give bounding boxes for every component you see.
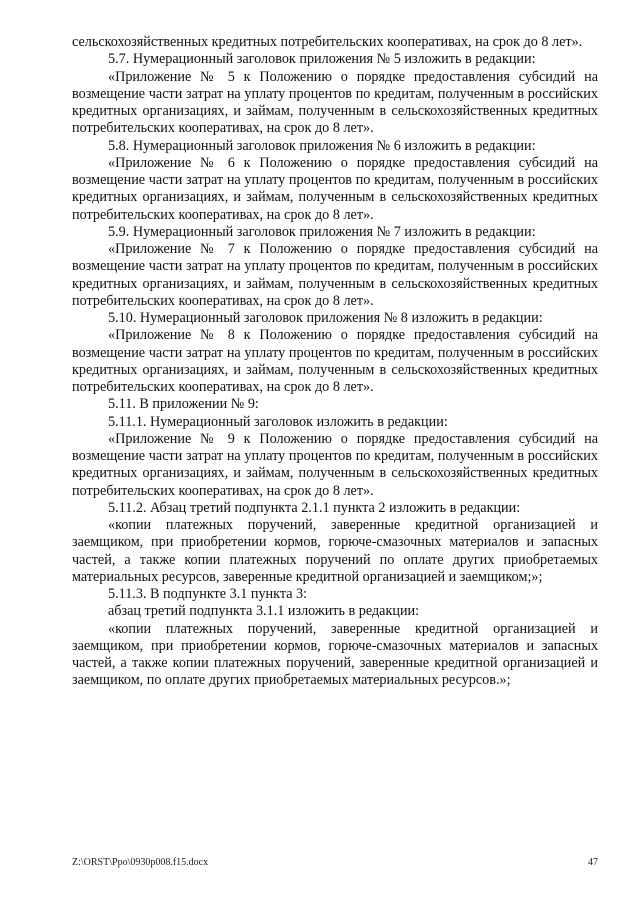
paragraph: 5.11.1. Нумерационный заголовок изложить в редакции:: [108, 413, 448, 430]
footer-file-path: Z:\ORST\Ppo\0930p008.f15.docx: [72, 857, 209, 868]
paragraph: «Приложение № 7 к Положению о порядке предоставления субсидий на возмещение части затрат на уплату процентов по кредитам, полученным в российских кредитных организациях, и займам, полученным в сельскохозяйственных кредитных потребительских кооперативах, на срок до 8 лет».: [72, 241, 598, 309]
document-body: [72, 34, 598, 690]
paragraph: 5.9. Нумерационный заголовок приложения № 7 изложить в редакции:: [108, 223, 536, 240]
paragraph: «копии платежных поручений, заверенные кредитной организацией и заемщиком, при приобретении кормов, горюче-смазочных материалов и запасных частей, а также копии платежных поручений по оплате других приобретаемых материальных ресурсов, заверенные кредитной организацией и заемщиком;»;: [72, 517, 598, 585]
paragraph: «копии платежных поручений, заверенные кредитной организацией и заемщиком, при приобретении кормов, горюче-смазочных материалов и запасных частей, а также копии платежных поручений, заверенные кредитной организацией и заемщиком, по оплате других приобретаемых материальных ресурсов.»;: [72, 620, 598, 689]
paragraph: 5.8. Нумерационный заголовок приложения № 6 изложить в редакции:: [108, 137, 536, 154]
paragraph: 5.11.3. В подпункте 3.1 пункта 3:: [108, 586, 308, 602]
paragraph: «Приложение № 6 к Положению о порядке предоставления субсидий на возмещение части затрат на уплату процентов по кредитам, полученным в российских кредитных организациях, и займам, полученным в сельскохозяйственных кредитных потребительских кооперативах, на срок до 8 лет».: [72, 154, 598, 223]
paragraph: 5.7. Нумерационный заголовок приложения № 5 изложить в редакции:: [108, 51, 536, 68]
page-number: 47: [588, 857, 598, 868]
paragraph: «Приложение № 9 к Положению о порядке предоставления субсидий на возмещение части затрат на уплату процентов по кредитам, полученным в российских кредитных организациях, и займам, полученным в сельскохозяйственных кредитных потребительских кооперативах, на срок до 8 лет».: [72, 430, 598, 499]
paragraph: сельскохозяйственных кредитных потребительских кооперативах, на срок до 8 лет».: [72, 34, 583, 50]
paragraph: 5.11. В приложении № 9:: [108, 396, 259, 413]
paragraph: 5.11.2. Абзац третий подпункта 2.1.1 пункта 2 изложить в редакции:: [108, 499, 521, 516]
paragraph: «Приложение № 5 к Положению о порядке предоставления субсидий на возмещение части затрат на уплату процентов по кредитам, полученным в российских кредитных организациях, и займам, полученным в сельскохозяйственных кредитных потребительских кооперативах, на срок до 8 лет».: [72, 68, 598, 137]
paragraph: абзац третий подпункта 3.1.1 изложить в редакции:: [108, 603, 420, 620]
paragraph: 5.10. Нумерационный заголовок приложения № 8 изложить в редакции:: [108, 310, 543, 326]
paragraph: «Приложение № 8 к Положению о порядке предоставления субсидий на возмещение части затрат на уплату процентов по кредитам, полученным в российских кредитных организациях, и займам, полученным в сельскохозяйственных кредитных потребительских кооперативах, на срок до 8 лет».: [72, 327, 598, 395]
